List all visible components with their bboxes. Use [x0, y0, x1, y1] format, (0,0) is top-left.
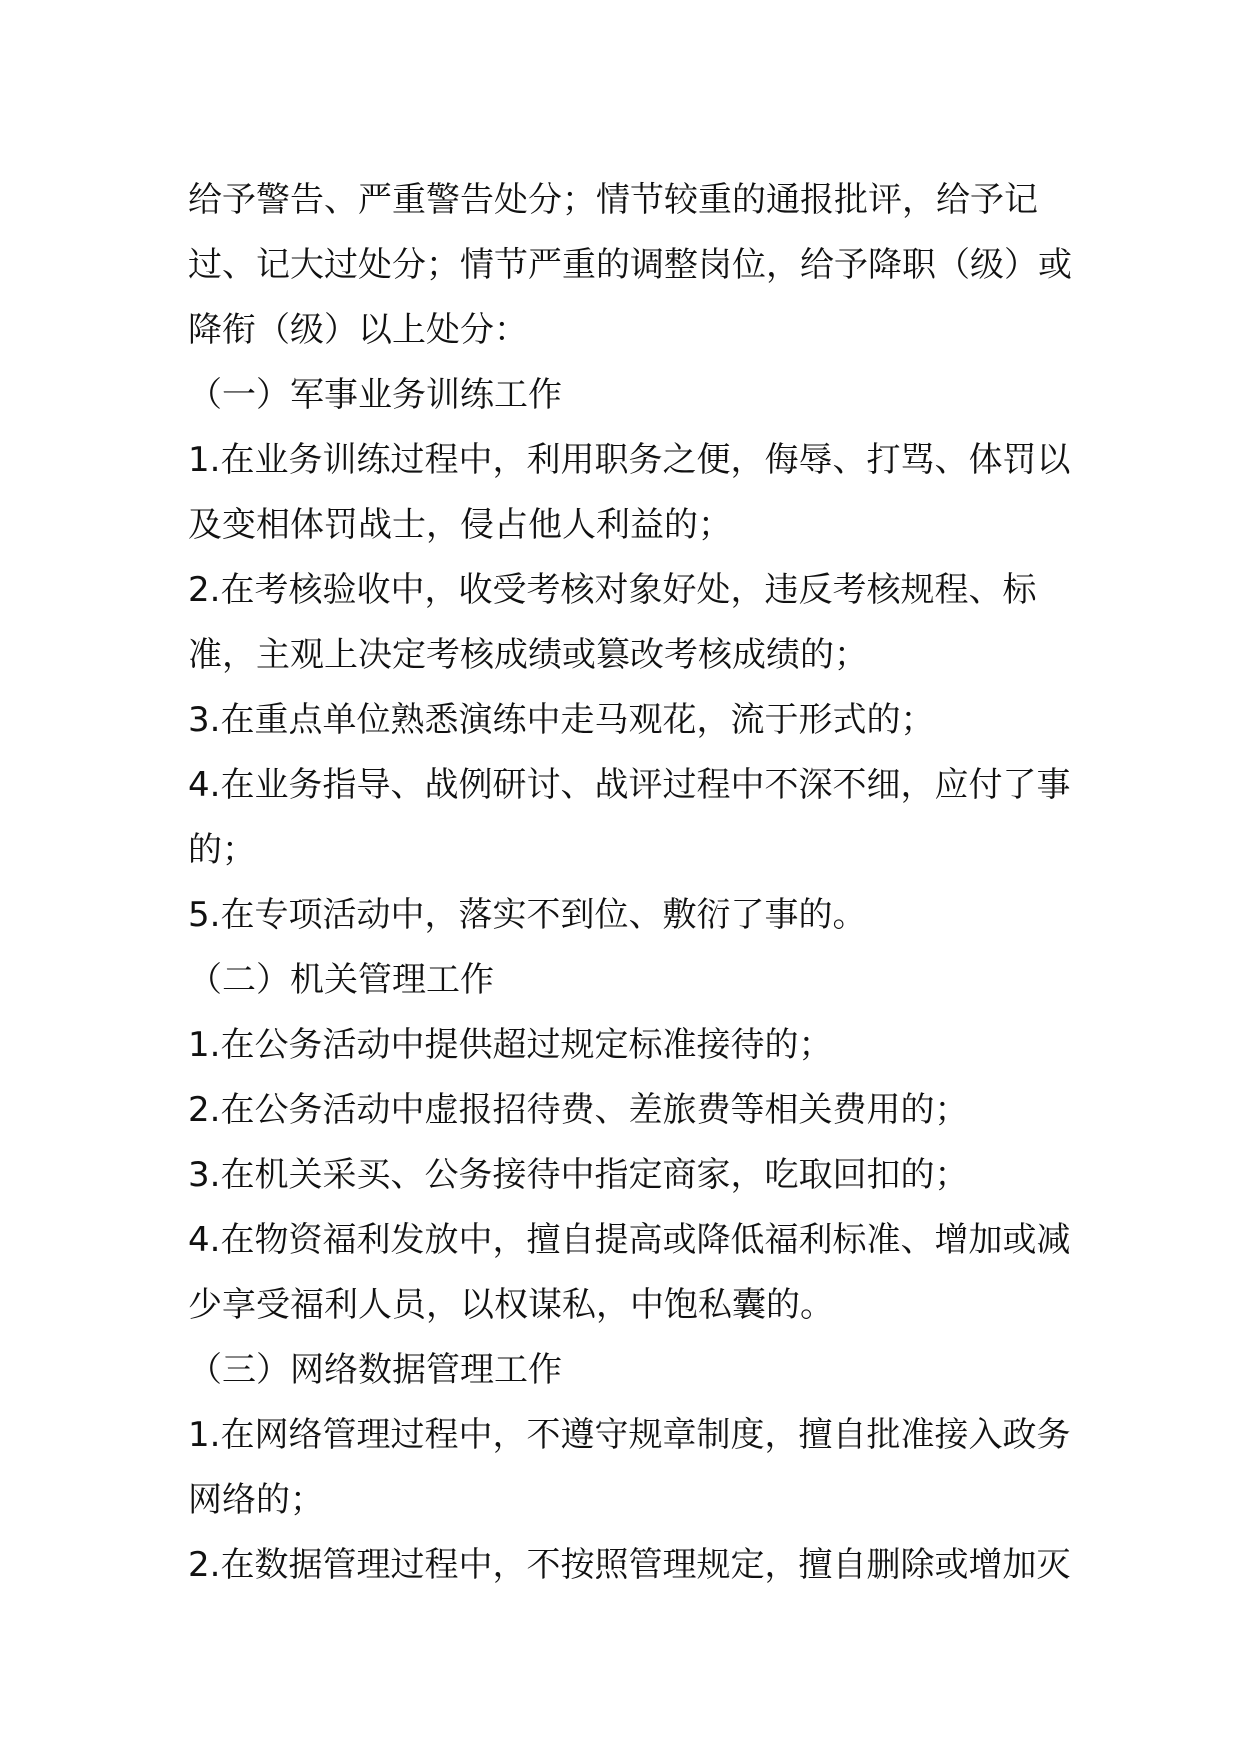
- list-item: 1.在公务活动中提供超过规定标准接待的；: [188, 1025, 833, 1065]
- list-item: 2.在数据管理过程中，不按照管理规定，擅自删除或增加灭: [188, 1545, 1071, 1585]
- list-item: 1.在业务训练过程中，利用职务之便，侮辱、打骂、体罚以及变相体罚战士，侵占他人利益的；: [188, 440, 1071, 545]
- section-heading-office-management: （二）机关管理工作: [188, 960, 494, 1000]
- list-item: 2.在考核验收中，收受考核对象好处，违反考核规程、标准，主观上决定考核成绩或篡改考核成绩的；: [188, 570, 1037, 675]
- section-heading-network-data: （三）网络数据管理工作: [188, 1350, 562, 1390]
- document-body: [188, 168, 1088, 1598]
- list-item: 3.在重点单位熟悉演练中走马观花，流于形式的；: [188, 700, 935, 740]
- list-item: 4.在业务指导、战例研讨、战评过程中不深不细，应付了事的；: [188, 765, 1071, 870]
- section-heading-military-training: （一）军事业务训练工作: [188, 375, 562, 415]
- list-item: 1.在网络管理过程中，不遵守规章制度，擅自批准接入政务网络的；: [188, 1415, 1071, 1520]
- list-item: 3.在机关采买、公务接待中指定商家，吃取回扣的；: [188, 1155, 969, 1195]
- list-item: 2.在公务活动中虚报招待费、差旅费等相关费用的；: [188, 1090, 969, 1130]
- list-item: 4.在物资福利发放中，擅自提高或降低福利标准、增加或减少享受福利人员，以权谋私，中饱私囊的。: [188, 1220, 1071, 1325]
- intro-paragraph: 给予警告、严重警告处分；情节较重的通报批评，给予记过、记大过处分；情节严重的调整岗位，给予降职（级）或降衔（级）以上处分：: [188, 180, 1072, 350]
- list-item: 5.在专项活动中，落实不到位、敷衍了事的。: [188, 895, 867, 935]
